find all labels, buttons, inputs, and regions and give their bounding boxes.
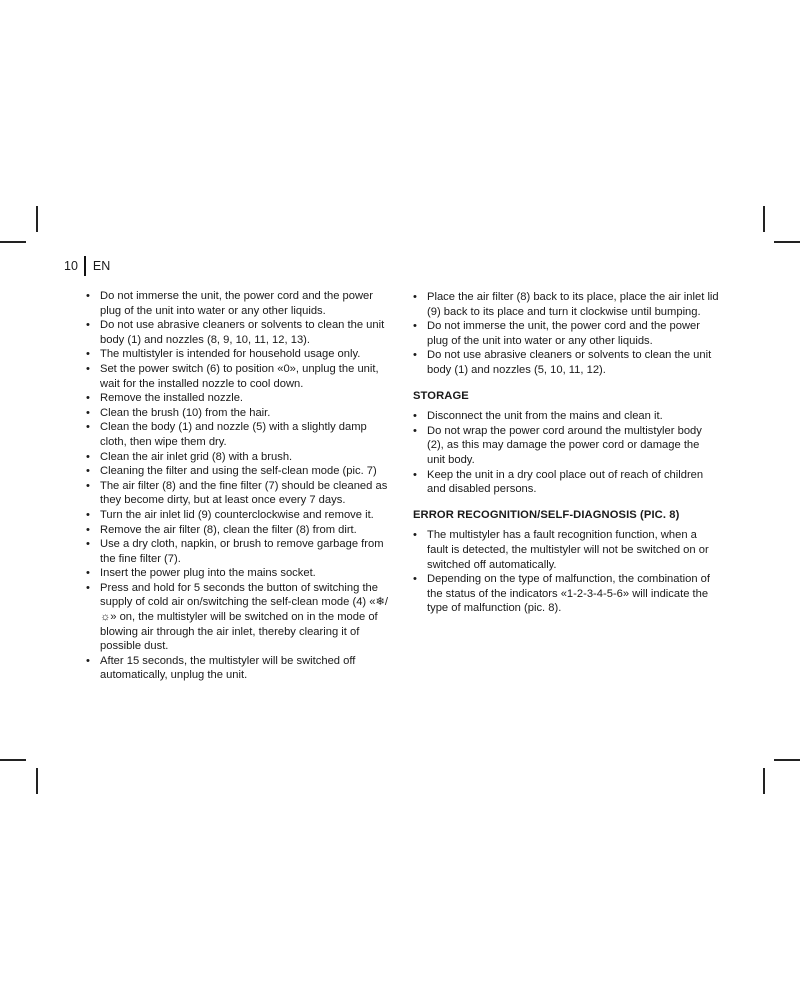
left-column (86, 289, 392, 683)
list-item: • After 15 seconds, the multistyler will be switched off automatically, unplug the unit. (86, 654, 392, 683)
list-item: • The multistyler has a fault recognition function, when a fault is detected, the multistyler will not be switched on or switched off automatically. (413, 528, 719, 572)
crop-mark (774, 241, 800, 243)
list-item: • Disconnect the unit from the mains and clean it. (413, 409, 719, 424)
list-item: • Press and hold for 5 seconds the button of switching the supply of cold air on/switching the self-clean mode (4) «❄/☼» on, the multistyler will be switched on in the mode of blowing air through the air inlet, thereby clearing it of possible dust. (86, 581, 392, 654)
list-item: • Turn the air inlet lid (9) counterclockwise and remove it. (86, 508, 392, 523)
list-item: • Depending on the type of malfunction, the combination of the status of the indicators «1-2-3-4-5-6» will indicate the type of malfunction (pic. 8). (413, 572, 719, 616)
list-item: • Do not immerse the unit, the power cord and the power plug of the unit into water or any other liquids. (86, 289, 392, 318)
crop-mark (0, 241, 26, 243)
list-item: • The multistyler is intended for household usage only. (86, 347, 392, 362)
list-item: • The air filter (8) and the fine filter (7) should be cleaned as they become dirty, but at least once every 7 days. (86, 479, 392, 508)
crop-mark (763, 768, 765, 794)
error-recognition-list (413, 528, 719, 616)
storage-heading: STORAGE (413, 389, 469, 402)
page-number: 10 (64, 259, 78, 273)
list-item: • Cleaning the filter and using the self-clean mode (pic. 7) (86, 464, 392, 479)
list-item: • Use a dry cloth, napkin, or brush to remove garbage from the fine filter (7). (86, 537, 392, 566)
crop-mark (763, 206, 765, 232)
list-item: • Keep the unit in a dry cool place out of reach of children and disabled persons. (413, 468, 719, 497)
list-item: • Do not immerse the unit, the power cord and the power plug of the unit into water or any other liquids. (413, 319, 719, 348)
list-item: • Clean the brush (10) from the hair. (86, 406, 392, 421)
header-divider (84, 256, 86, 276)
list-item: • Clean the body (1) and nozzle (5) with a slightly damp cloth, then wipe them dry. (86, 420, 392, 449)
cleaning-continued-list (413, 290, 719, 378)
list-item: • Do not wrap the power cord around the multistyler body (2), as this may damage the power cord or damage the unit body. (413, 424, 719, 468)
list-item: • Clean the air inlet grid (8) with a brush. (86, 450, 392, 465)
list-item: • Insert the power plug into the mains socket. (86, 566, 392, 581)
right-column (413, 289, 719, 616)
list-item: • Place the air filter (8) back to its place, place the air inlet lid (9) back to its place and turn it clockwise until bumping. (413, 290, 719, 319)
crop-mark (36, 206, 38, 232)
language-code: EN (92, 259, 111, 273)
crop-mark (774, 759, 800, 761)
list-item: • Do not use abrasive cleaners or solvents to clean the unit body (1) and nozzles (5, 10, 11, 12). (413, 348, 719, 377)
list-item: • Do not use abrasive cleaners or solvents to clean the unit body (1) and nozzles (8, 9, 10, 11, 12, 13). (86, 318, 392, 347)
page-header (64, 256, 110, 276)
error-recognition-heading: ERROR RECOGNITION/SELF-DIAGNOSIS (PIC. 8) (413, 508, 680, 521)
list-item: • Remove the installed nozzle. (86, 391, 392, 406)
crop-mark (36, 768, 38, 794)
storage-list (413, 409, 719, 497)
crop-mark (0, 759, 26, 761)
list-item: • Set the power switch (6) to position «0», unplug the unit, wait for the installed nozzle to cool down. (86, 362, 392, 391)
cleaning-instructions-list (86, 289, 392, 683)
list-item: • Remove the air filter (8), clean the filter (8) from dirt. (86, 523, 392, 538)
